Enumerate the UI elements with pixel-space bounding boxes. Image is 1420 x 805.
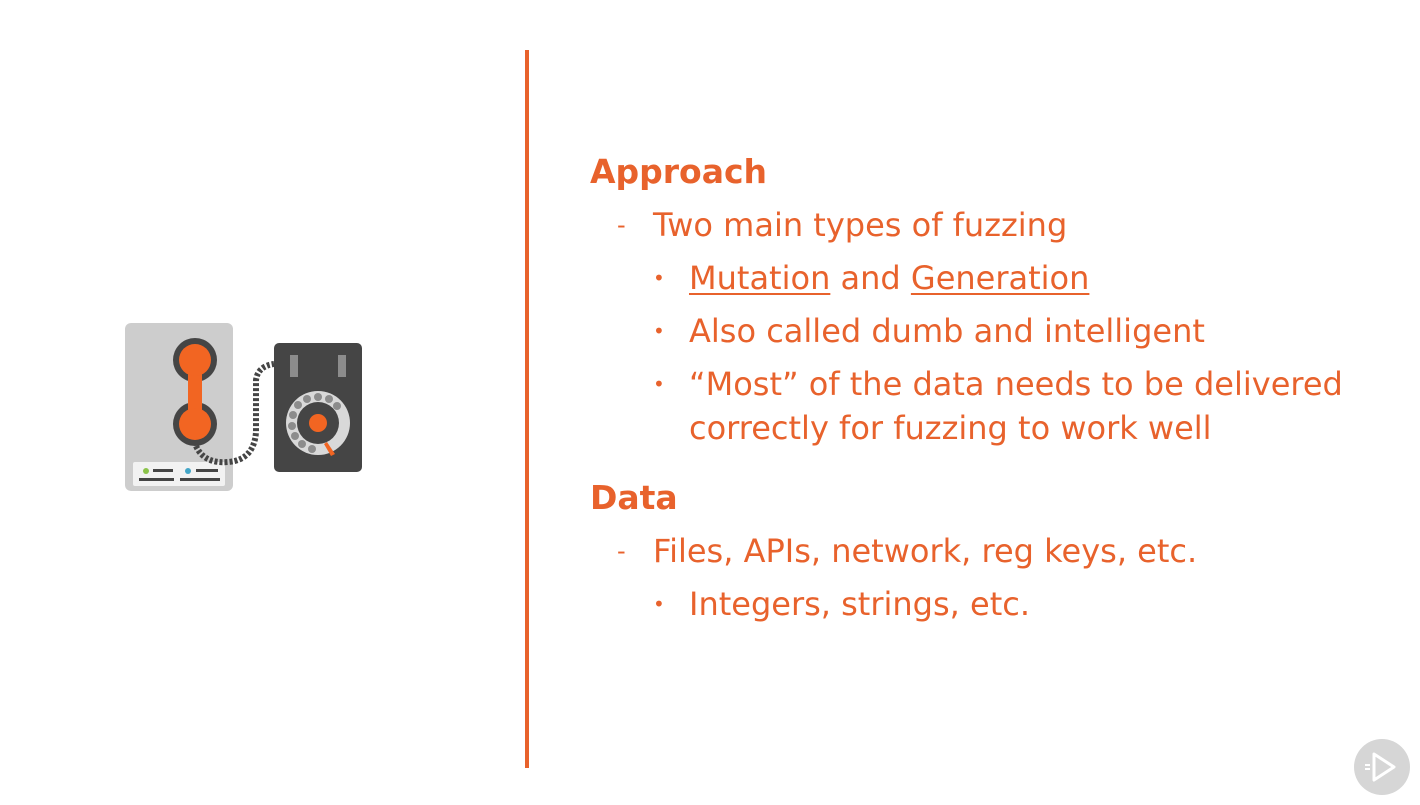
bullet-text: Also called dumb and intelligent xyxy=(689,312,1205,350)
bullet-text: “Most” of the data needs to be delivered correctly for fuzzing to work well xyxy=(689,365,1343,447)
data-heading: Data xyxy=(590,478,678,517)
generation-term: Generation xyxy=(910,259,1090,297)
play-button[interactable] xyxy=(1354,739,1410,795)
telephone-icon xyxy=(124,322,364,494)
bullet-most-data xyxy=(590,362,1400,450)
play-icon xyxy=(1354,739,1410,795)
vertical-divider xyxy=(525,50,529,768)
data-subitem-text: Files, APIs, network, reg keys, etc. xyxy=(653,532,1198,570)
bullet-marker: • xyxy=(653,372,665,396)
approach-subitem-text: Two main types of fuzzing xyxy=(653,206,1068,244)
bullet-marker: • xyxy=(653,319,665,343)
slide-content xyxy=(590,150,1400,626)
dash-marker: - xyxy=(617,537,626,565)
bullet-integers-strings xyxy=(590,582,1400,626)
approach-heading: Approach xyxy=(590,152,768,191)
bullet-marker: • xyxy=(653,592,665,616)
bullet-mutation-generation xyxy=(590,256,1400,300)
bullet-marker: • xyxy=(653,266,665,290)
and-connector: and xyxy=(830,259,911,297)
bullet-text: Integers, strings, etc. xyxy=(689,585,1030,623)
data-subitem xyxy=(590,529,1400,573)
approach-subitem xyxy=(590,203,1400,247)
mutation-term: Mutation xyxy=(689,259,831,297)
dash-marker: - xyxy=(617,211,626,239)
bullet-dumb-intelligent xyxy=(590,309,1400,353)
